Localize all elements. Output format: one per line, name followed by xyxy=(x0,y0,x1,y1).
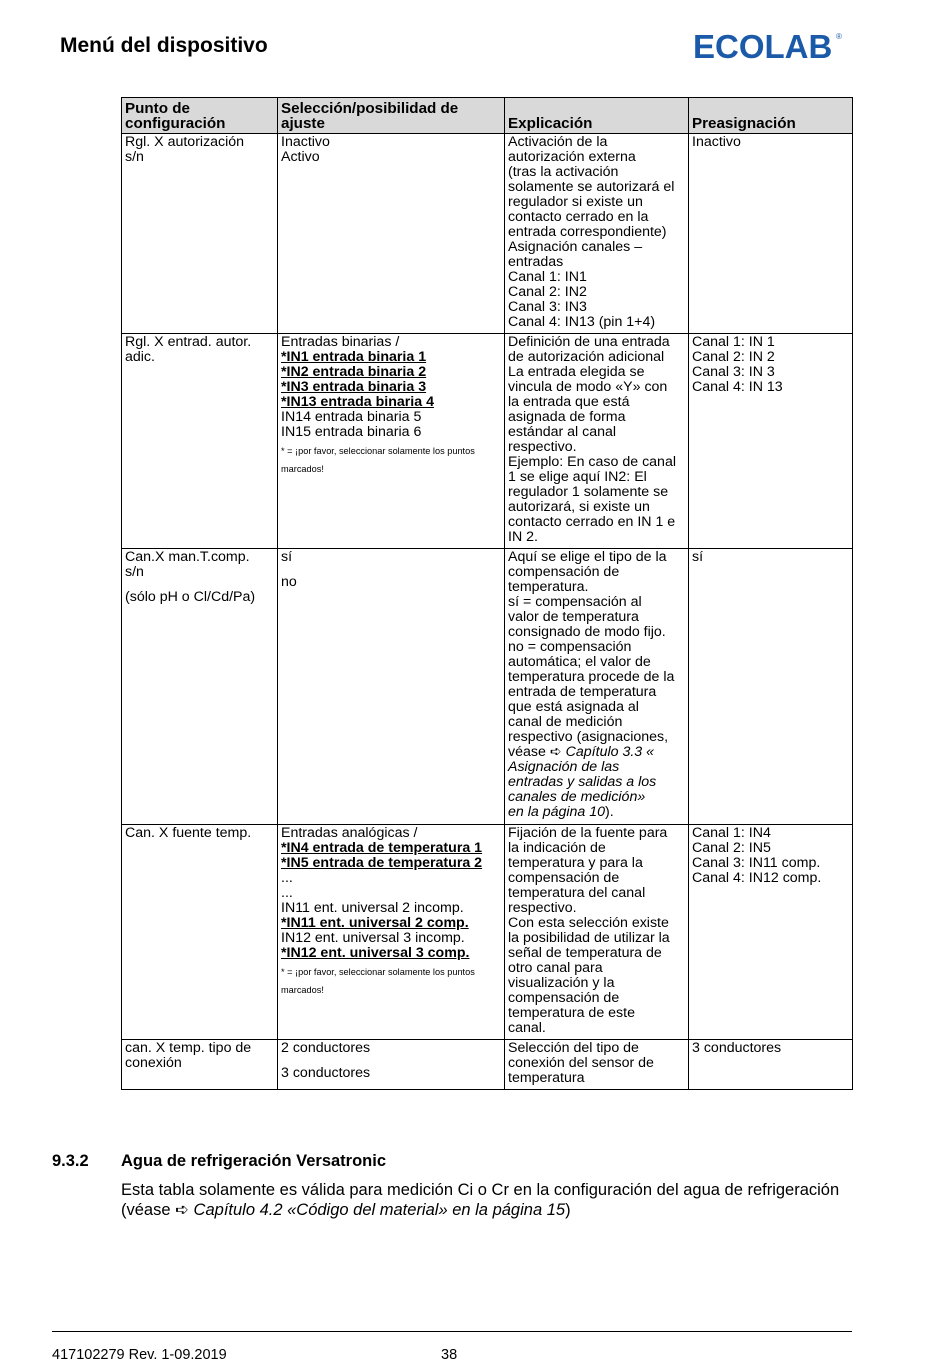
cell-explanation xyxy=(505,1040,689,1090)
point-note: (sólo pH o Cl/Cd/Pa) xyxy=(125,589,256,605)
section-number: 9.3.2 xyxy=(52,1152,89,1170)
text-line: solamente se autorizará el xyxy=(508,179,675,195)
text-line: de autorización adicional xyxy=(508,349,665,365)
page-number: 38 xyxy=(441,1347,458,1363)
text-line: respectivo. xyxy=(508,900,577,916)
text-line: la indicación de xyxy=(508,840,606,856)
text-line: temperatura procede de la xyxy=(508,669,675,685)
text-line: señal de temperatura de xyxy=(508,945,662,961)
cell-explanation xyxy=(505,825,689,1040)
text-line: can. X temp. tipo de xyxy=(125,1040,252,1056)
chapter-link[interactable]: Capítulo 4.2 «Código del material» en la página 15 xyxy=(193,1201,566,1219)
ecolab-logo xyxy=(693,28,843,62)
cell-preset xyxy=(689,1040,853,1090)
arrow-link-icon: ➪ xyxy=(175,1201,189,1219)
table-header-row xyxy=(122,98,853,134)
text-line: Rgl. X entrad. autor. xyxy=(125,334,252,350)
ref-text[interactable]: canales de medición» xyxy=(508,789,646,805)
spacer xyxy=(281,565,501,575)
text-line: entrada correspondiente) xyxy=(508,224,667,240)
text-line: Aquí se elige el tipo de la xyxy=(508,549,667,565)
ref-suffix: ). xyxy=(605,804,614,820)
option-marked: *IN13 entrada binaria 4 xyxy=(281,394,434,410)
table-row xyxy=(122,334,853,549)
cell-point xyxy=(122,1040,278,1090)
text-line: Asignación canales – xyxy=(508,239,643,255)
section-body xyxy=(121,1180,841,1220)
header-punto: Punto de configuración xyxy=(122,98,278,134)
option: Activo xyxy=(281,149,320,165)
option-marked: *IN11 ent. universal 2 comp. xyxy=(281,915,469,931)
header-seleccion: Selección/posibilidad de ajuste xyxy=(278,98,505,134)
text-line: entradas xyxy=(508,254,564,270)
cell-point xyxy=(122,334,278,549)
text-line: valor de temperatura xyxy=(508,609,639,625)
text-line: consignado de modo fijo. xyxy=(508,624,666,640)
text-line: temperatura de este xyxy=(508,1005,635,1021)
text-line: conexión del sensor de xyxy=(508,1055,654,1071)
section-text: Esta tabla solamente es válida para medición Ci o Cr en la configuración del agua de refrigeración (véase xyxy=(121,1181,840,1219)
cell-preset xyxy=(689,334,853,549)
option-marked: *IN2 entrada binaria 2 xyxy=(281,364,427,380)
text-line: Selección del tipo de xyxy=(508,1040,639,1056)
config-table xyxy=(121,97,853,1090)
text-line: temperatura y para la xyxy=(508,855,643,871)
ref-text[interactable]: entradas y salidas a los xyxy=(508,774,657,790)
text-line: IN 2. xyxy=(508,529,538,545)
cross-reference[interactable] xyxy=(508,745,685,760)
text-line: 1 se elige aquí IN2: El xyxy=(508,469,647,485)
ref-last-line xyxy=(508,805,685,820)
text-line: Activación de la xyxy=(508,134,608,150)
table-row xyxy=(122,134,853,334)
text-line: Canal 1: IN 1 xyxy=(692,334,775,350)
text-line: entrada de temperatura xyxy=(508,684,657,700)
text-line: Can.X man.T.comp. xyxy=(125,549,250,565)
cell-preset xyxy=(689,134,853,334)
cell-explanation xyxy=(505,134,689,334)
cell-options xyxy=(278,334,505,549)
text-line: Can. X fuente temp. xyxy=(125,825,252,841)
logo-text: ECOLAB xyxy=(693,28,833,62)
table-row xyxy=(122,549,853,825)
text-line: Canal 1: IN4 xyxy=(692,825,771,841)
text-line: Ejemplo: En caso de canal xyxy=(508,454,676,470)
logo-registered: ® xyxy=(836,32,842,41)
text-line: otro canal para xyxy=(508,960,603,976)
cell-options xyxy=(278,1040,505,1090)
text-line: Fijación de la fuente para xyxy=(508,825,668,841)
cell-explanation xyxy=(505,334,689,549)
text-line: asignada de forma xyxy=(508,409,626,425)
text-line: Canal 2: IN 2 xyxy=(692,349,775,365)
header-explicacion: Explicación xyxy=(505,98,689,134)
text-line: compensación de xyxy=(508,870,620,886)
option-marked: *IN4 entrada de temperatura 1 xyxy=(281,840,483,856)
option-marked: *IN5 entrada de temperatura 2 xyxy=(281,855,483,871)
text-line: Canal 4: IN13 (pin 1+4) xyxy=(508,314,656,330)
cell-explanation xyxy=(505,549,689,825)
text-line: temperatura. xyxy=(508,579,589,595)
text-line: no = compensación xyxy=(508,639,632,655)
text-line: Definición de una entrada xyxy=(508,334,670,350)
text-line: automática; el valor de xyxy=(508,654,651,670)
text-line: autorizará, si existe un xyxy=(508,499,650,515)
cell-preset xyxy=(689,549,853,825)
text-line: Canal 2: IN5 xyxy=(692,840,771,856)
footnote: * = ¡por favor, seleccionar solamente los puntos marcados! xyxy=(281,446,475,474)
text-line: canal. xyxy=(508,1020,546,1036)
option-marked: *IN1 entrada binaria 1 xyxy=(281,349,427,365)
text-line: (tras la activación xyxy=(508,164,619,180)
text-line: Canal 3: IN11 comp. xyxy=(692,855,821,871)
text-line: Rgl. X autorización xyxy=(125,134,245,150)
cell-point xyxy=(122,825,278,1040)
text-line: Canal 3: IN3 xyxy=(508,299,587,315)
text-line: Inactivo xyxy=(692,134,741,150)
text-line: temperatura del canal xyxy=(508,885,646,901)
cell-options xyxy=(278,134,505,334)
option-group-label: Entradas analógicas / xyxy=(281,825,418,841)
section-title: Agua de refrigeración Versatronic xyxy=(121,1152,387,1170)
footnote: * = ¡por favor, seleccionar solamente los puntos marcados! xyxy=(281,967,475,995)
text-line: Canal 2: IN2 xyxy=(508,284,587,300)
header-preasignacion: Preasignación xyxy=(689,98,853,134)
text-line: estándar al canal xyxy=(508,424,617,440)
option: 3 conductores xyxy=(281,1065,371,1081)
option: sí xyxy=(281,549,293,565)
page-title: Menú del dispositivo xyxy=(60,34,268,57)
text-line: conexión xyxy=(125,1055,182,1071)
text-line: Canal 3: IN 3 xyxy=(692,364,775,380)
text-line: s/n xyxy=(125,564,144,580)
arrow-link-icon: ➪ xyxy=(549,744,562,760)
table-row xyxy=(122,825,853,1040)
cell-options xyxy=(278,825,505,1040)
option-marked: *IN12 ent. universal 3 comp. xyxy=(281,945,470,961)
text-line: 3 conductores xyxy=(692,1040,782,1056)
ref-text[interactable]: Capítulo 3.3 « xyxy=(565,744,654,760)
ellipsis: ... xyxy=(281,870,293,886)
option: IN11 ent. universal 2 incomp. xyxy=(281,900,464,916)
ellipsis: ... xyxy=(281,885,293,901)
text-line: Canal 4: IN12 comp. xyxy=(692,870,822,886)
text-line: compensación de xyxy=(508,990,620,1006)
option: IN12 ent. universal 3 incomp. xyxy=(281,930,465,946)
option-group-label: Entradas binarias / xyxy=(281,334,400,350)
option: Inactivo xyxy=(281,134,330,150)
text-line: Canal 4: IN 13 xyxy=(692,379,783,395)
text-line: regulador si existe un xyxy=(508,194,643,210)
text-line: visualización y la xyxy=(508,975,615,991)
text-line: la entrada que está xyxy=(508,394,630,410)
text-line: autorización externa xyxy=(508,149,636,165)
ref-text[interactable]: en la página 10 xyxy=(508,804,606,820)
option: 2 conductores xyxy=(281,1040,371,1056)
text-line: s/n xyxy=(125,149,144,165)
text-line: canal de medición xyxy=(508,714,623,730)
cell-point xyxy=(122,134,278,334)
text-line: temperatura xyxy=(508,1070,585,1086)
option: IN15 entrada binaria 6 xyxy=(281,424,422,440)
text-line: vincula de modo «Y» con xyxy=(508,379,668,395)
text-line: contacto cerrado en IN 1 e xyxy=(508,514,676,530)
text-line: que está asignada al xyxy=(508,699,639,715)
text-line: contacto cerrado en la xyxy=(508,209,649,225)
text-line: compensación de xyxy=(508,564,620,580)
text-line: la posibilidad de utilizar la xyxy=(508,930,670,946)
option-marked: *IN3 entrada binaria 3 xyxy=(281,379,427,395)
text-line: sí = compensación al xyxy=(508,594,642,610)
ref-prefix: véase xyxy=(508,744,546,760)
text-line: Canal 1: IN1 xyxy=(508,269,587,285)
cell-options xyxy=(278,549,505,825)
footer-divider xyxy=(52,1331,852,1332)
section-text-end: ) xyxy=(565,1201,571,1219)
text-line: regulador 1 solamente se xyxy=(508,484,669,500)
option: no xyxy=(281,574,297,590)
text-line: La entrada elegida se xyxy=(508,364,645,380)
cell-point xyxy=(122,549,278,825)
table-row xyxy=(122,1040,853,1090)
option: IN14 entrada binaria 5 xyxy=(281,409,422,425)
ref-text[interactable]: Asignación de las xyxy=(508,759,620,775)
document-revision: 417102279 Rev. 1-09.2019 xyxy=(52,1347,227,1363)
text-line: Con esta selección existe xyxy=(508,915,669,931)
text-line: respectivo (asignaciones, xyxy=(508,729,669,745)
text-line: sí xyxy=(692,549,704,565)
text-line: respectivo. xyxy=(508,439,577,455)
text-line: adic. xyxy=(125,349,155,365)
cell-preset xyxy=(689,825,853,1040)
